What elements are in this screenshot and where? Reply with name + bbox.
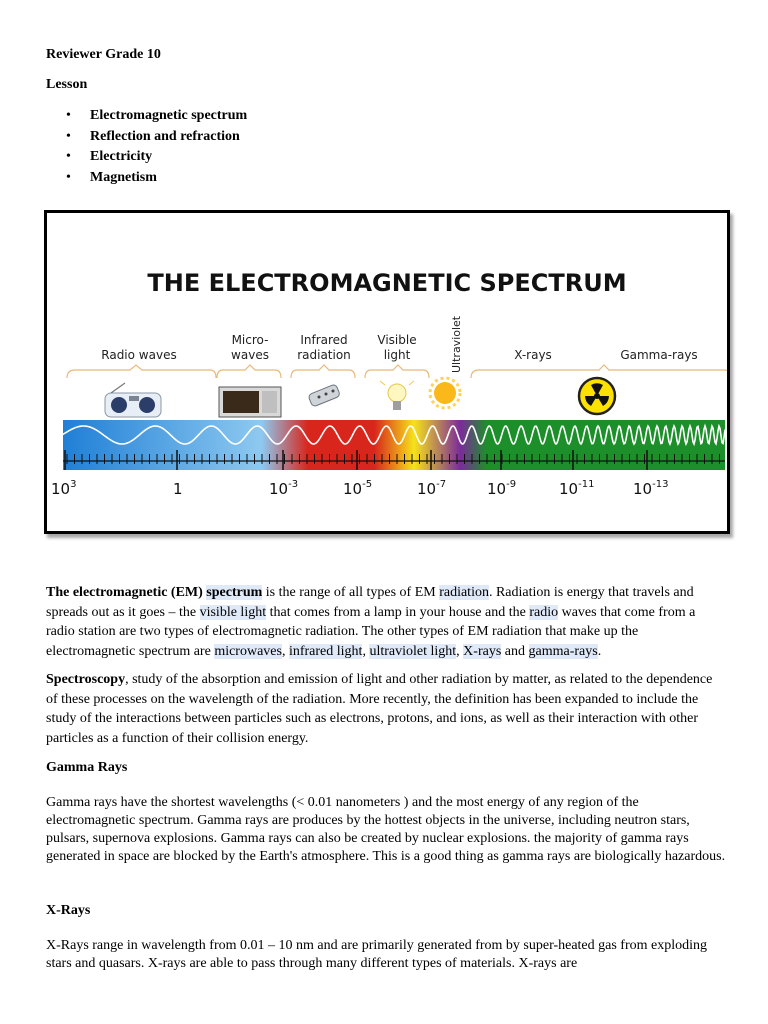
microwave-oven-icon [219, 387, 281, 417]
lesson-topic-list [46, 106, 247, 188]
scale-tick-label: $10^{-11}$ [559, 479, 595, 498]
gamma-rays-paragraph: Gamma rays have the shortest wavelengths (< 0.01 nanometers ) and the most energy of any region of the electromagnetic spectrum. Gamma rays are produces by the hottest objects in the universe, including neutron stars, pulsars, supernova explosions. Gamma rays can also be created by nuclear explosions. the majority of gamma rays generated in space are blocked by the Earth's atmosphere. This is a good thing as gamma rays are biologically hazardous. [46, 795, 726, 864]
x-rays-heading: X-Rays [46, 903, 91, 918]
band-label-micro-2: waves [231, 348, 269, 362]
band-label-ultraviolet: Ultraviolet [450, 315, 463, 373]
radio-icon [105, 383, 161, 417]
em-spectrum-paragraph: The electromagnetic (EM) spectrum is the range of all types of EM radiation. Radiation is energy that travels and spreads out as it goes – the visible light that comes from a lamp in your house and the radio waves that come from a radio station are two types of electromagnetic radiation. The other types of EM radiation that make up the electromagnetic spectrum are microwaves, infrared light, ultraviolet light, X-rays and gamma-rays. [46, 585, 696, 659]
scale-tick-label: $10^3$ [51, 479, 77, 498]
scale-tick-label: $10^{-7}$ [417, 479, 447, 498]
remote-control-icon [308, 384, 341, 407]
lesson-topic-item: • Reflection and refraction [46, 127, 247, 148]
band-label-infrared: Infrared [300, 333, 348, 347]
band-label-visible: Visible [377, 333, 417, 347]
band-label-visible-2: light [383, 348, 411, 362]
scale-tick-label: $10^{-5}$ [343, 479, 373, 498]
scale-tick-label: $10^{-13}$ [633, 479, 669, 498]
band-label-xrays: X-rays [514, 348, 552, 362]
scale-tick-label: $10^{-9}$ [487, 479, 517, 498]
scale-tick-label: $10^{-3}$ [269, 479, 299, 498]
band-label-radio: Radio waves [101, 348, 177, 362]
spectroscopy-paragraph: Spectroscopy, study of the absorption and emission of light and other radiation by matter, as related to the dependence of these processes on the wavelength of the radiation. More recently, the definition has been expanded to include the study of the interactions between particles such as electrons, protons, and ions, as well as their interaction with other particles as a function of their collision energy. [46, 672, 713, 746]
scale-tick-label: 1 [173, 480, 183, 498]
em-spectrum-figure [44, 210, 730, 534]
band-label-infrared-2: radiation [297, 348, 351, 362]
figure-title: THE ELECTROMAGNETIC SPECTRUM [147, 269, 627, 297]
lesson-label: Lesson [46, 77, 88, 92]
lesson-topic-item: • Magnetism [46, 168, 247, 189]
radiation-hazard-icon [579, 378, 615, 414]
document-title: Reviewer Grade 10 [46, 47, 161, 62]
sun-icon [430, 378, 460, 408]
x-rays-paragraph: X-Rays range in wavelength from 0.01 – 10 nm and are primarily generated from by super-heated gas from exploding stars and quasars. X-rays are able to pass through many different types of materials. X-rays are [46, 938, 708, 971]
band-label-micro: Micro- [231, 333, 269, 347]
light-bulb-icon [380, 381, 414, 410]
lesson-topic-item: • Electricity [46, 147, 247, 168]
band-brackets [67, 365, 727, 378]
band-label-gamma: Gamma-rays [620, 348, 698, 362]
lesson-topic-item: • Electromagnetic spectrum [46, 106, 247, 127]
gamma-rays-heading: Gamma Rays [46, 760, 128, 775]
